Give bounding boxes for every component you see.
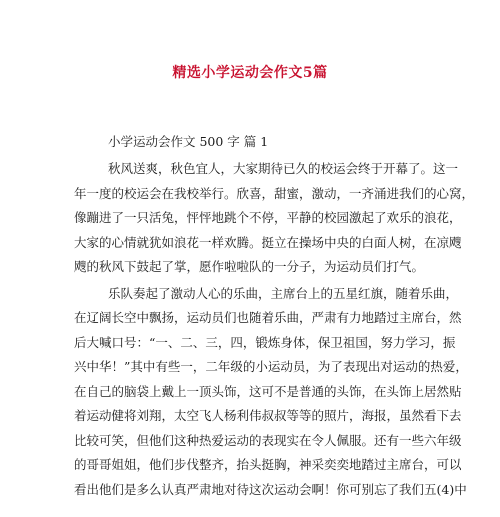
text-line: 飕的秋风下鼓起了掌，愿作啦啦队的一分子，为运动员们打气。 [74, 259, 425, 274]
text-line: 兴中华！”其中有些一，二年级的小运动员，为了表现出对运动的热爱， [74, 359, 468, 374]
paragraph-2 [74, 282, 468, 503]
text-line: 看出他们是多么认真严肃地对待这次运动会啊！你可别忘了我们五(4)中 [74, 481, 467, 497]
text-line: 大家的心情就犹如浪花一样欢腾。挺立在操场中央的白面人树，在凉飕 [74, 234, 462, 250]
text-line: 秋风送爽，秋色宜人，大家期待已久的校运会终于开幕了。这一 [108, 161, 459, 176]
text-line: 着运动健将刘翔，太空飞人杨利伟叔叔等等的照片，海报，虽然看下去 [74, 408, 462, 423]
document-body [74, 157, 475, 504]
text-line: 在自己的脑袋上戴上一顶头饰，这可不是普通的头饰，在头饰上居然贴 [74, 383, 462, 399]
text-line: 的哥哥姐姐，他们步伐整齐，抬头挺胸，神采奕奕地踏过主席台，可以 [74, 457, 462, 472]
text-line: 比较可笑，但他们这种热爱运动的表现实在令人佩服。还有一些六年级 [74, 432, 462, 448]
text-line: 乐队奏起了激动人心的乐曲，主席台上的五星红旗，随着乐曲， [108, 285, 459, 301]
document-title: 精选小学运动会作文5篇 [172, 65, 328, 81]
section-heading: 小学运动会作文 500 字 篇 1 [108, 134, 269, 149]
text-line: 像蹦进了一只活兔，怦怦地跳个不停，平静的校园激起了欢乐的浪花， [74, 210, 462, 225]
text-line: 年一度的校运会在我校举行。欣喜，甜蜜，激动，一齐涌进我们的心窝， [74, 185, 475, 201]
text-line: 在辽阔长空中飘扬，运动员们也随着乐曲，严肃有力地踏过主席台，然 [74, 310, 462, 325]
text-line: 后大喊口号：“一、二、三，四，锻炼身体，保卫祖国，努力学习，振 [74, 334, 456, 350]
paragraph-1 [74, 157, 475, 280]
